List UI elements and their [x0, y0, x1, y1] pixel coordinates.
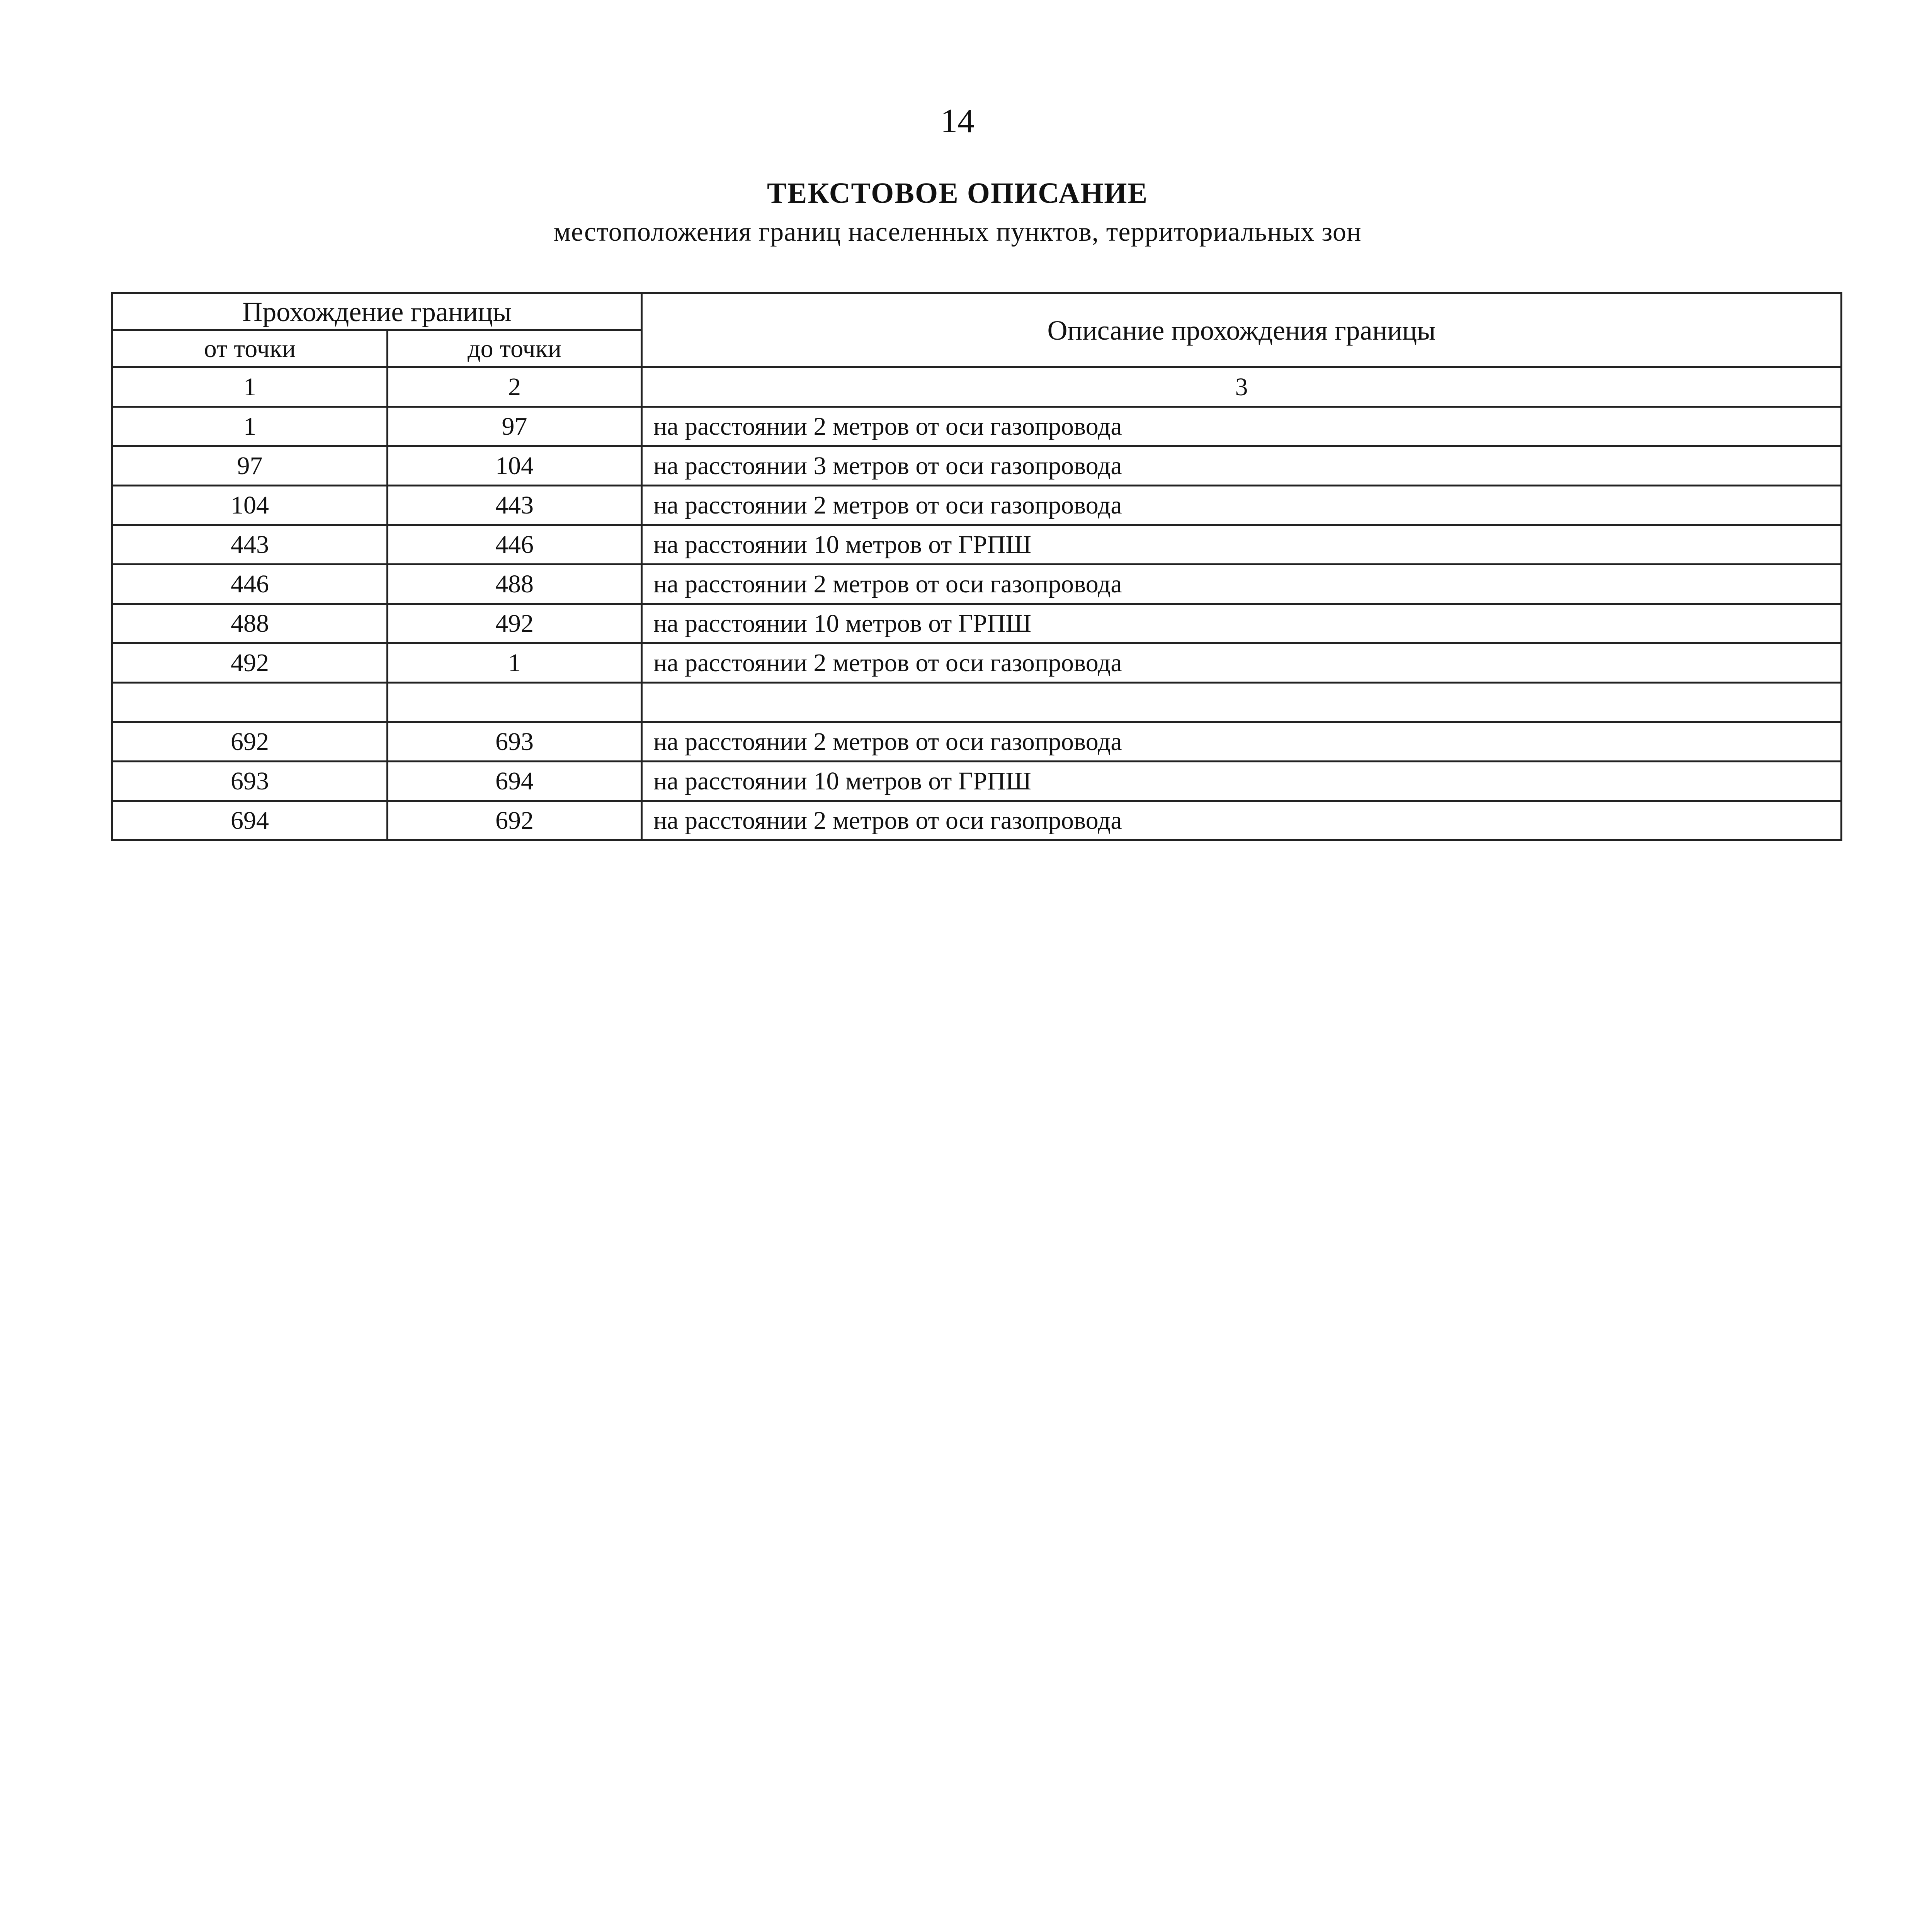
table-row: [112, 643, 1842, 683]
table-body: [112, 407, 1842, 840]
header-row-numbers: [112, 367, 1842, 407]
page-number: 14: [940, 102, 975, 140]
to-point-cell: [388, 683, 642, 722]
description-cell: на расстоянии 2 метров от оси газопровода: [642, 643, 1842, 683]
description-cell: на расстоянии 10 метров от ГРПШ: [642, 604, 1842, 643]
column-number-3: 3: [642, 367, 1842, 407]
column-number-1: 1: [112, 367, 388, 407]
to-point-cell: 104: [388, 446, 642, 486]
from-point-cell: 97: [112, 446, 388, 486]
from-point-cell: 492: [112, 643, 388, 683]
table-header: [112, 293, 1842, 407]
description-cell: на расстоянии 10 метров от ГРПШ: [642, 525, 1842, 565]
table-row: [112, 801, 1842, 840]
description-cell: на расстоянии 2 метров от оси газопровода: [642, 565, 1842, 604]
to-point-cell: 488: [388, 565, 642, 604]
table-row: [112, 525, 1842, 565]
header-row-group: [112, 293, 1842, 330]
table-row: [112, 762, 1842, 801]
description-cell: на расстоянии 2 метров от оси газопровода: [642, 801, 1842, 840]
from-point-cell: 692: [112, 722, 388, 762]
table-row: [112, 604, 1842, 643]
description-cell: на расстоянии 2 метров от оси газопровода: [642, 722, 1842, 762]
from-point-cell: 104: [112, 486, 388, 525]
to-point-cell: 692: [388, 801, 642, 840]
to-point-cell: 443: [388, 486, 642, 525]
to-point-cell: 492: [388, 604, 642, 643]
description-cell: на расстоянии 2 метров от оси газопровода: [642, 407, 1842, 446]
table-row: [112, 722, 1842, 762]
description-cell: на расстоянии 10 метров от ГРПШ: [642, 762, 1842, 801]
header-to-point: до точки: [388, 330, 642, 367]
document-title: ТЕКСТОВОЕ ОПИСАНИЕ: [767, 177, 1148, 209]
header-description: Описание прохождения границы: [642, 293, 1842, 367]
from-point-cell: 488: [112, 604, 388, 643]
to-point-cell: 693: [388, 722, 642, 762]
to-point-cell: 446: [388, 525, 642, 565]
description-cell: на расстоянии 2 метров от оси газопровода: [642, 486, 1842, 525]
description-cell: [642, 683, 1842, 722]
table-row: [112, 407, 1842, 446]
from-point-cell: [112, 683, 388, 722]
to-point-cell: 694: [388, 762, 642, 801]
table-row: [112, 565, 1842, 604]
document-subtitle: местоположения границ населенных пунктов, территориальных зон: [553, 217, 1362, 247]
to-point-cell: 97: [388, 407, 642, 446]
boundary-description-table: [111, 292, 1842, 841]
to-point-cell: 1: [388, 643, 642, 683]
table-row-empty: [112, 683, 1842, 722]
column-number-2: 2: [388, 367, 642, 407]
table-row: [112, 446, 1842, 486]
from-point-cell: 446: [112, 565, 388, 604]
description-cell: на расстоянии 3 метров от оси газопровода: [642, 446, 1842, 486]
header-from-point: от точки: [112, 330, 388, 367]
header-boundary-passage: Прохождение границы: [112, 293, 642, 330]
from-point-cell: 1: [112, 407, 388, 446]
from-point-cell: 443: [112, 525, 388, 565]
table-row: [112, 486, 1842, 525]
from-point-cell: 694: [112, 801, 388, 840]
from-point-cell: 693: [112, 762, 388, 801]
